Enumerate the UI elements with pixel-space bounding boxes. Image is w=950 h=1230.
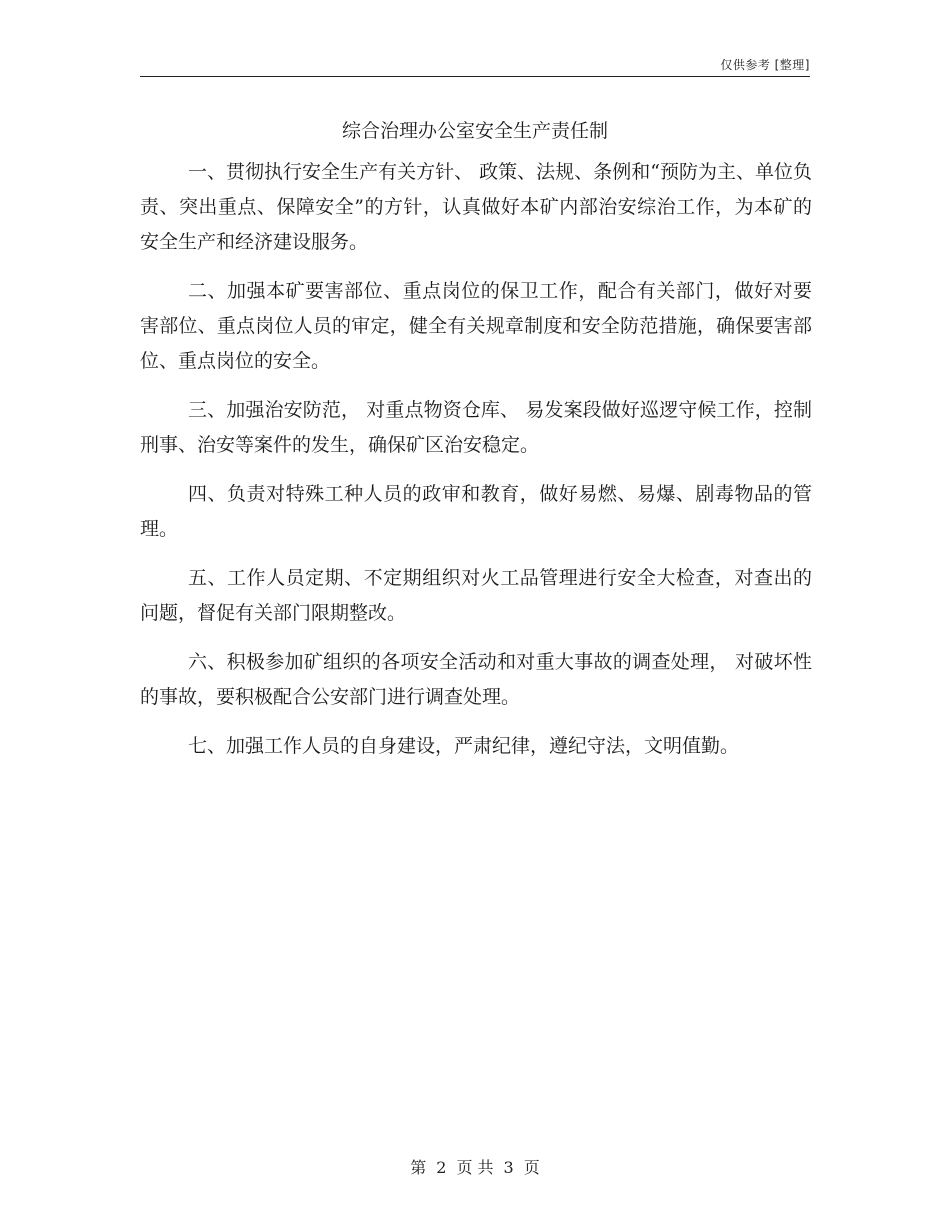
page-footer (0, 1155, 950, 1178)
paragraph-2: 二、加强本矿要害部位、重点岗位的保卫工作，配合有关部门，做好对要害部位、重点岗位人员的审定，健全有关规章制度和安全防范措施，确保要害部位、重点岗位的安全。 (140, 280, 812, 372)
paragraph-5: 五、工作人员定期、不定期组织对火工品管理进行安全大检查，对查出的问题，督促有关部门限期整改。 (140, 567, 812, 624)
paragraph-3: 三、加强治安防范， 对重点物资仓库、 易发案段做好巡逻守候工作，控制刑事、治安等案件的发生，确保矿区治安稳定。 (140, 399, 812, 456)
paragraph-7: 七、加强工作人员的自身建设，严肃纪律，遵纪守法，文明值勤。 (188, 735, 740, 757)
header-divider (140, 76, 810, 77)
total-page-number: 3 (503, 1158, 514, 1177)
page-label-mid: 页 共 (456, 1158, 494, 1177)
document-body (140, 155, 812, 778)
current-page-number: 2 (436, 1158, 447, 1177)
paragraph-1: 一、贯彻执行安全生产有关方针、 政策、法规、条例和“预防为主、单位负责、突出重点、保障安全”的方针，认真做好本矿内部治安综治工作，为本矿的安全生产和经济建设服务。 (140, 161, 812, 253)
document-title: 综合治理办公室安全生产责任制 (341, 120, 608, 142)
paragraph-6: 六、积极参加矿组织的各项安全活动和对重大事故的调查处理， 对破坏性的事故，要积极配合公安部门进行调查处理。 (140, 651, 812, 708)
header-note: 仅供参考 [整理] (720, 58, 810, 72)
page-label-suffix: 页 (523, 1158, 540, 1177)
paragraph-4: 四、负责对特殊工种人员的政审和教育，做好易燃、易爆、剧毒物品的管理。 (140, 483, 812, 540)
page-label-prefix: 第 (410, 1158, 427, 1177)
